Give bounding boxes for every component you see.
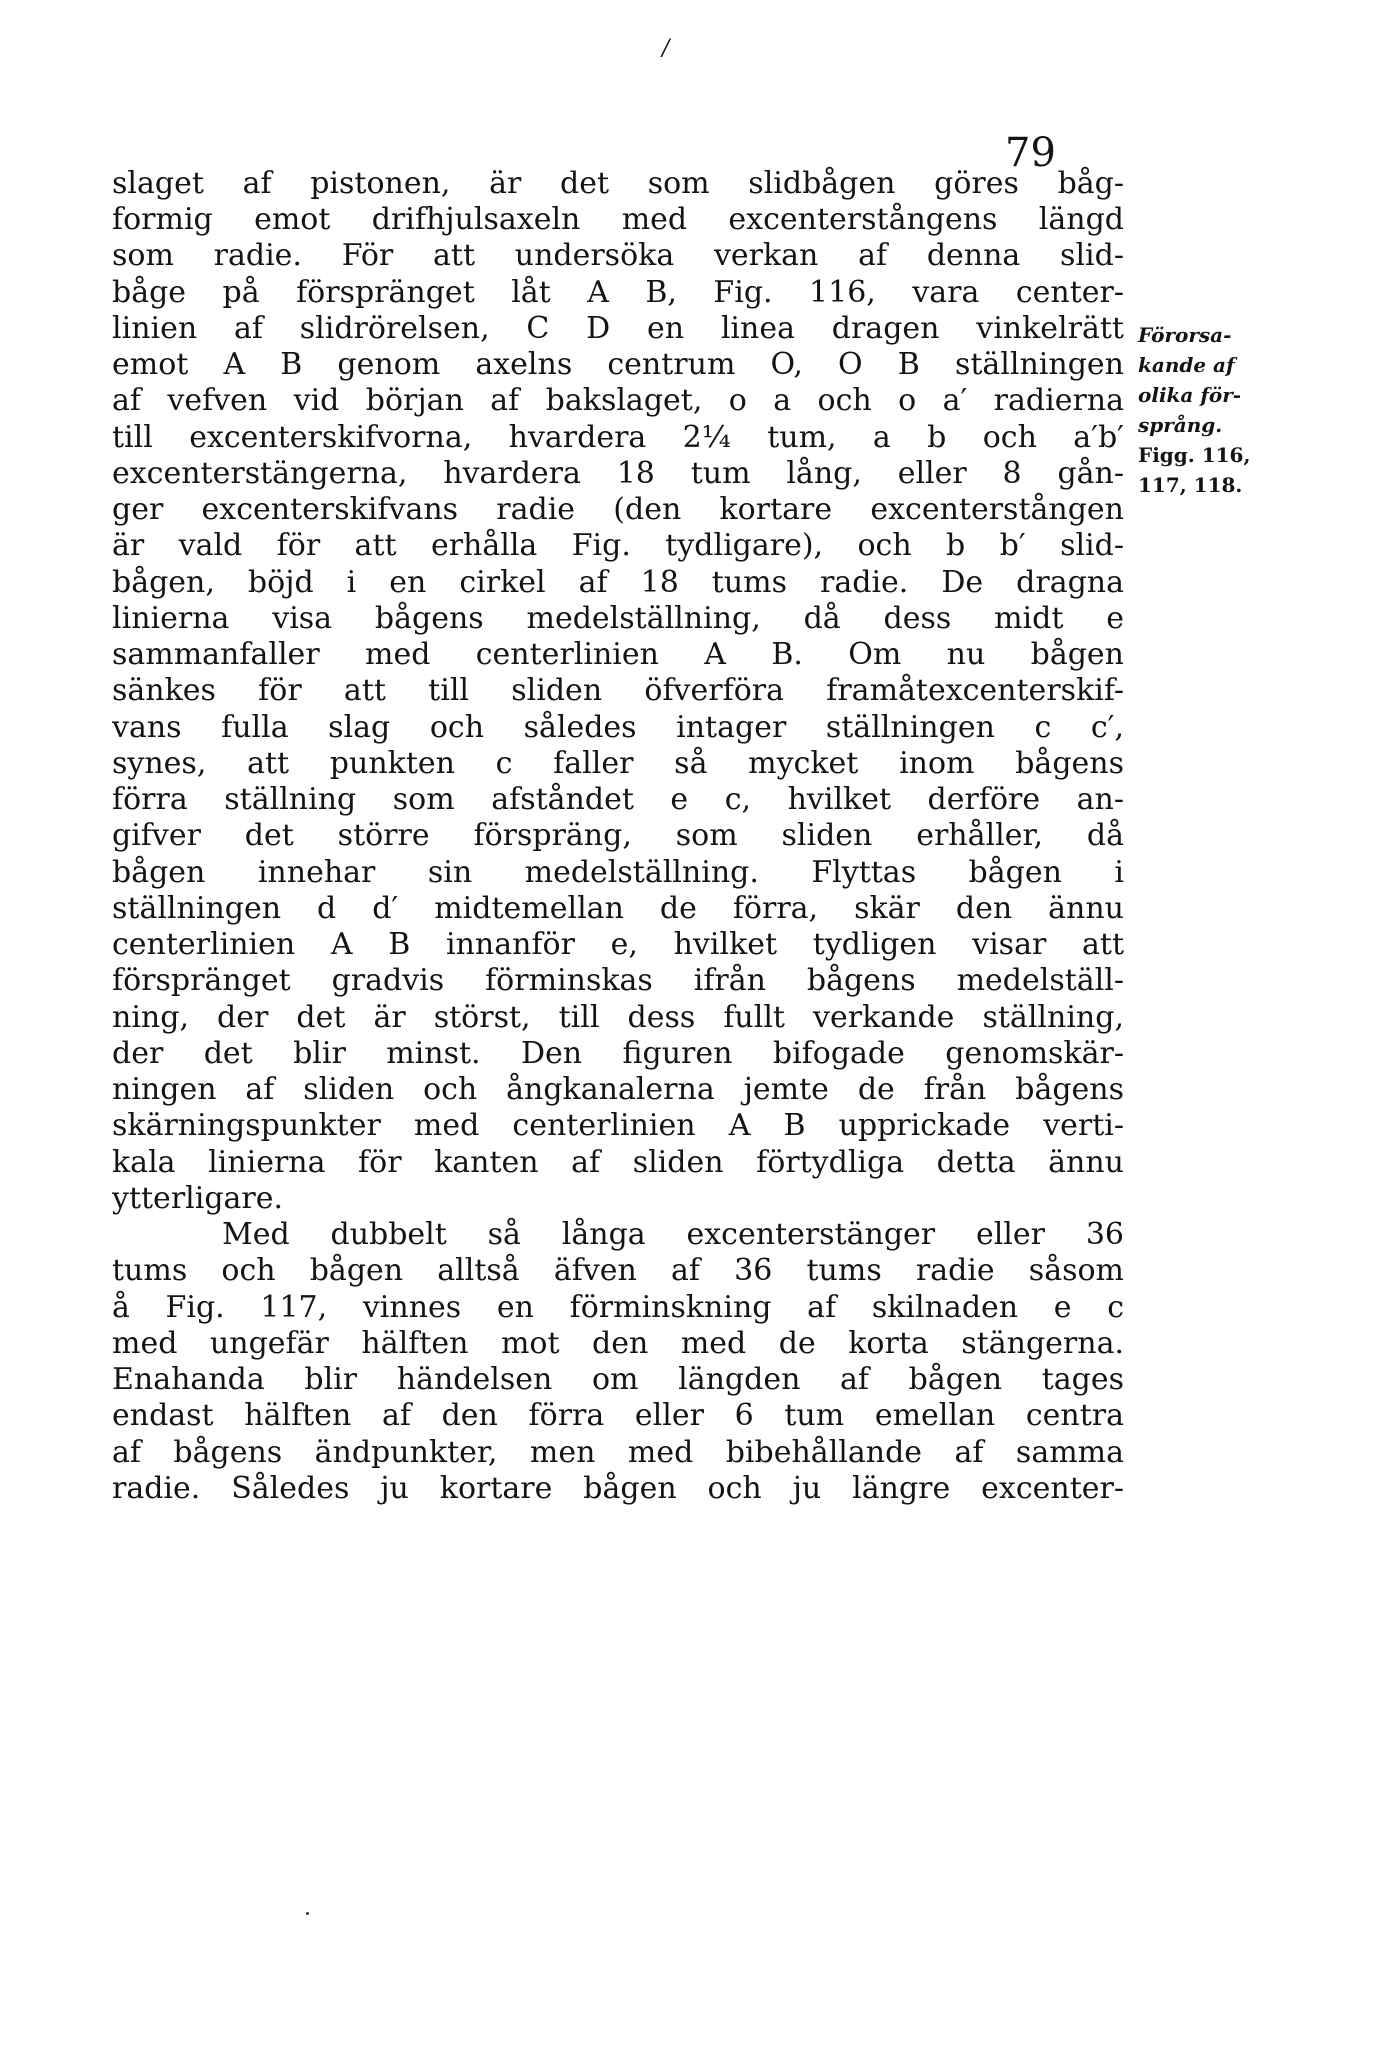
- text-line: kala linierna för kanten af sliden förtydliga detta ännu: [112, 1145, 1124, 1180]
- text-line: excenterstängerna, hvardera 18 tum lång, eller 8 gån-: [112, 456, 1124, 491]
- text-line: bågen innehar sin medelställning. Flyttas bågen i: [112, 855, 1124, 890]
- margin-figure-ref: 117, 118.: [1138, 473, 1243, 497]
- text-line: emot A B genom axelns centrum O, O B ställningen: [112, 347, 1124, 382]
- margin-note-line: språng.: [1138, 413, 1223, 437]
- text-line: der det blir minst. Den figuren bifogade genomskär-: [112, 1036, 1124, 1071]
- text-line: som radie. För att undersöka verkan af denna slid-: [112, 238, 1124, 273]
- text-line: centerlinien A B innanför e, hvilket tydligen visar att: [112, 927, 1124, 962]
- text-line: till excenterskifvorna, hvardera 2¼ tum, a b och a′b′: [112, 420, 1124, 455]
- text-line: tums och bågen alltså äfven af 36 tums radie såsom: [112, 1253, 1124, 1288]
- text-line: af vefven vid början af bakslaget, o a och o a′ radierna: [112, 383, 1124, 418]
- text-line: ytterligare.: [112, 1181, 284, 1216]
- page-number: 79: [1005, 130, 1056, 176]
- text-line: formig emot drifhjulsaxeln med excenterstångens längd: [112, 202, 1124, 237]
- text-line: sammanfaller med centerlinien A B. Om nu bågen: [112, 637, 1124, 672]
- stray-dot: [306, 1912, 309, 1915]
- margin-note-line: olika för-: [1138, 383, 1242, 407]
- text-line: synes, att punkten c faller så mycket inom bågens: [112, 746, 1124, 781]
- text-line: förspränget gradvis förminskas ifrån bågens medelställ-: [112, 963, 1124, 998]
- text-line: ning, der det är störst, till dess fullt verkande ställning,: [112, 1000, 1124, 1035]
- text-line: är vald för att erhålla Fig. tydligare), och b b′ slid-: [112, 528, 1124, 563]
- margin-figure-ref: Figg. 116,: [1138, 443, 1251, 467]
- text-line: å Fig. 117, vinnes en förminskning af skilnaden e c: [112, 1290, 1124, 1325]
- text-line: Med dubbelt så långa excenterstänger eller 36: [222, 1217, 1124, 1252]
- margin-note-line: Förorsa-: [1138, 323, 1232, 347]
- text-line: bågen, böjd i en cirkel af 18 tums radie. De dragna: [112, 565, 1124, 600]
- text-line: linierna visa bågens medelställning, då dess midt e: [112, 601, 1124, 636]
- text-line: linien af slidrörelsen, C D en linea dragen vinkelrätt: [112, 311, 1124, 346]
- text-line: slaget af pistonen, är det som slidbågen göres båg-: [112, 166, 1124, 201]
- text-line: endast hälften af den förra eller 6 tum emellan centra: [112, 1398, 1124, 1433]
- text-line: af bågens ändpunkter, men med bibehållande af samma: [112, 1435, 1124, 1470]
- text-line: gifver det större förspräng, som sliden erhåller, då: [112, 818, 1124, 853]
- text-line: förra ställning som afståndet e c, hvilket derföre an-: [112, 782, 1124, 817]
- text-line: Enahanda blir händelsen om längden af bågen tages: [112, 1362, 1124, 1397]
- text-line: båge på förspränget låt A B, Fig. 116, vara center-: [112, 275, 1124, 310]
- text-line: ställningen d d′ midtemellan de förra, skär den ännu: [112, 891, 1124, 926]
- text-line: ningen af sliden och ångkanalerna jemte de från bågens: [112, 1072, 1124, 1107]
- stray-mark: /: [662, 36, 670, 61]
- text-line: vans fulla slag och således intager ställningen c c′,: [112, 710, 1124, 745]
- text-line: sänkes för att till sliden öfverföra framåtexcenterskif-: [112, 673, 1124, 708]
- text-line: radie. Således ju kortare bågen och ju längre excenter-: [112, 1471, 1124, 1506]
- margin-note-line: kande af: [1138, 353, 1235, 377]
- text-line: ger excenterskifvans radie (den kortare excenterstången: [112, 492, 1124, 527]
- text-line: skärningspunkter med centerlinien A B upprickade verti-: [112, 1108, 1124, 1143]
- text-line: med ungefär hälften mot den med de korta stängerna.: [112, 1326, 1124, 1361]
